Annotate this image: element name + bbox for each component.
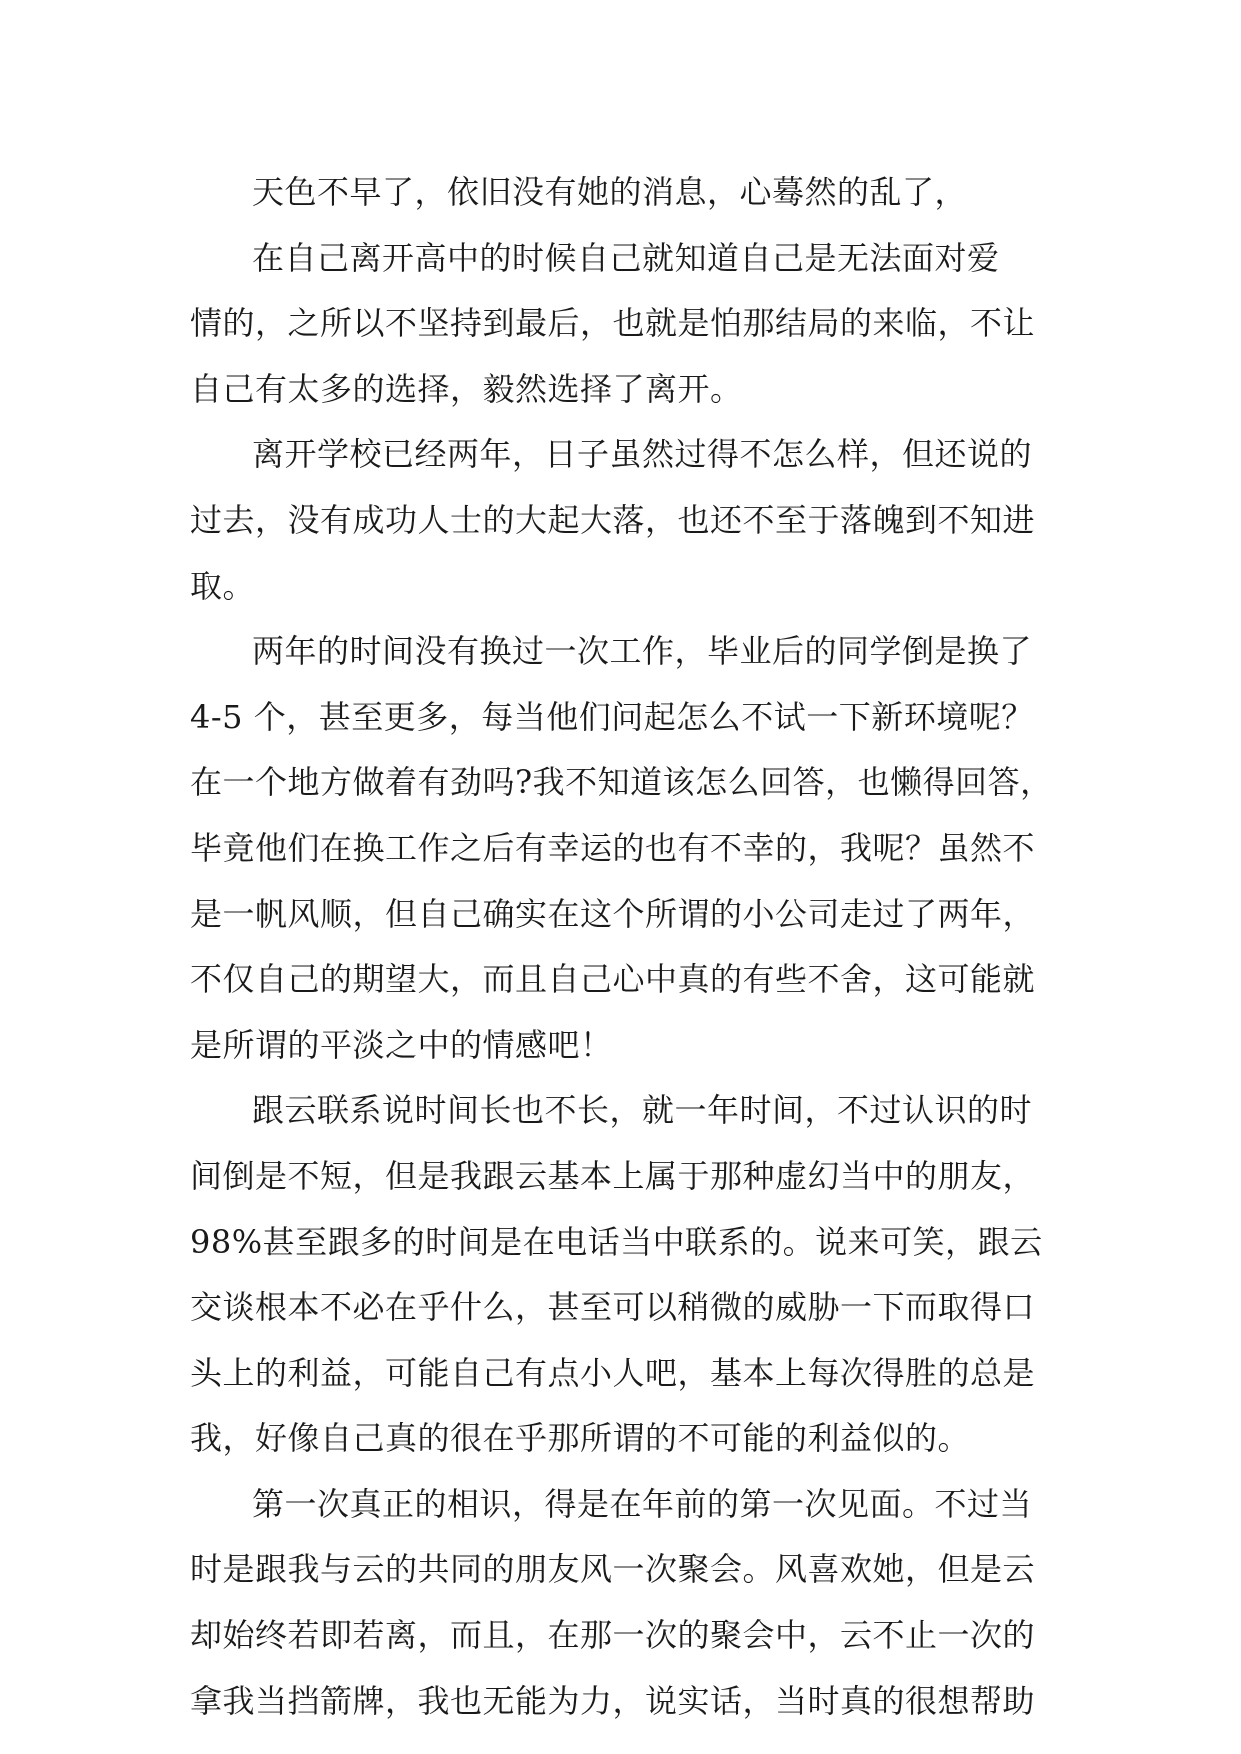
- text-line: 拿我当挡箭牌，我也无能为力，说实话，当时真的很想帮助: [190, 1681, 1036, 1720]
- paragraph-6: [190, 1472, 1090, 1734]
- text-line: 两年的时间没有换过一次工作，毕业后的同学倒是换了: [252, 632, 1033, 671]
- text-line: 交谈根本不必在乎什么，甚至可以稍微的威胁一下而取得口: [190, 1288, 1036, 1327]
- text-line: 毕竟他们在换工作之后有幸运的也有不幸的，我呢？虽然不: [190, 828, 1036, 867]
- text-line: 自己有太多的选择，毅然选择了离开。: [190, 369, 743, 408]
- text-line: 第一次真正的相识，得是在年前的第一次见面。不过当: [252, 1484, 1033, 1523]
- text-line: 头上的利益，可能自己有点小人吧，基本上每次得胜的总是: [190, 1353, 1036, 1392]
- text-line: 我，好像自己真的很在乎那所谓的不可能的利益似的。: [190, 1419, 971, 1458]
- text-line: 过去，没有成功人士的大起大落，也还不至于落魄到不知进: [190, 500, 1036, 539]
- text-line: 取。: [190, 566, 256, 605]
- text-line: 天色不早了，依旧没有她的消息，心蓦然的乱了，: [252, 173, 968, 211]
- paragraph-1: [190, 160, 1090, 226]
- text-line: 是一帆风顺，但自己确实在这个所谓的小公司走过了两年，: [190, 894, 1036, 933]
- paragraph-3: [190, 422, 1090, 619]
- text-line: 离开学校已经两年，日子虽然过得不怎么样，但还说的: [252, 435, 1033, 474]
- text-line: 不仅自己的期望大，而且自己心中真的有些不舍，这可能就: [190, 960, 1036, 999]
- text-line: 间倒是不短，但是我跟云基本上属于那种虚幻当中的朋友，: [190, 1156, 1036, 1195]
- paragraph-4: [190, 619, 1090, 1078]
- paragraph-2: [190, 226, 1090, 423]
- text-line: 在自己离开高中的时候自己就知道自己是无法面对爱: [252, 238, 1000, 277]
- text-line: 情的，之所以不坚持到最后，也就是怕那结局的来临，不让: [190, 304, 1036, 343]
- text-line: 是所谓的平淡之中的情感吧！: [190, 1025, 613, 1064]
- text-line: 98%甚至跟多的时间是在电话当中联系的。说来可笑，跟云: [190, 1222, 1043, 1261]
- text-line: 跟云联系说时间长也不长，就一年时间，不过认识的时: [252, 1091, 1033, 1130]
- article-body: [190, 160, 1090, 1734]
- paragraph-5: [190, 1078, 1090, 1472]
- text-line: 却始终若即若离，而且，在那一次的聚会中，云不止一次的: [190, 1616, 1036, 1655]
- text-line: 在一个地方做着有劲吗?我不知道该怎么回答，也懒得回答，: [190, 763, 1053, 802]
- text-line: 时是跟我与云的共同的朋友风一次聚会。风喜欢她，但是云: [190, 1550, 1036, 1589]
- text-line: 4-5 个，甚至更多，每当他们问起怎么不试一下新环境呢？: [190, 697, 1034, 736]
